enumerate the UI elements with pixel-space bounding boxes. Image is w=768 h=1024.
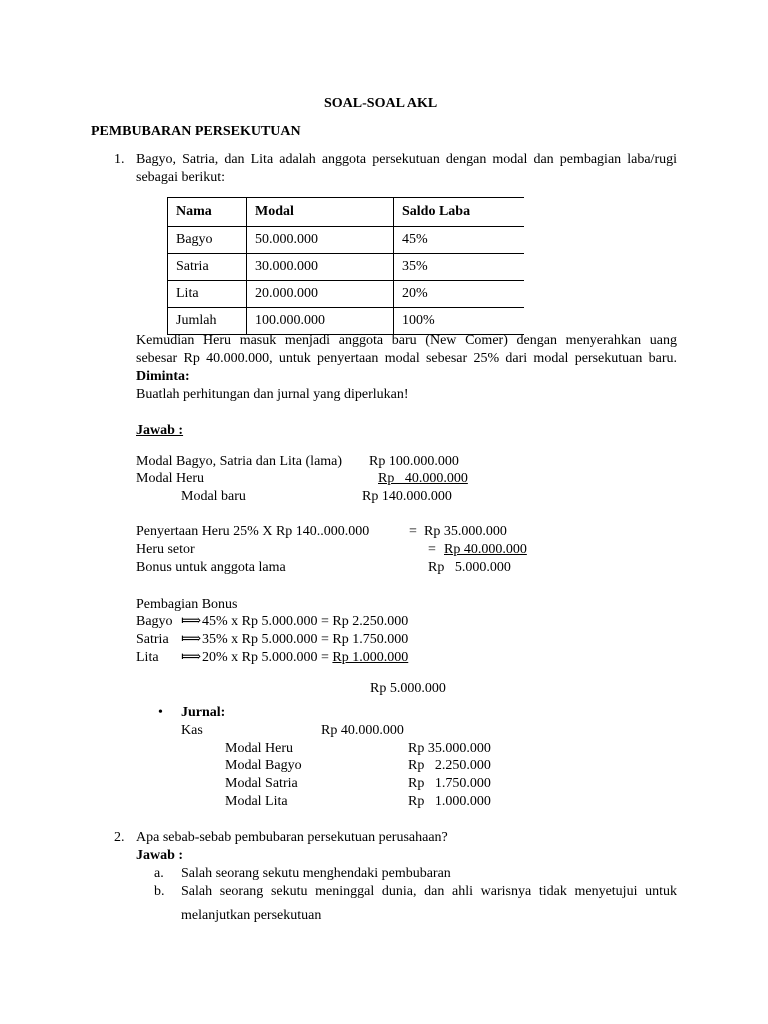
jurnal-debit-value: Rp 40.000.000 bbox=[321, 723, 404, 738]
jurnal-debit-account: Kas bbox=[181, 723, 203, 738]
calc1-label-2: Modal Heru bbox=[136, 471, 205, 486]
bonus-calc-main: 20% x Rp 5.000.000 = bbox=[202, 650, 333, 665]
table-cell: 20.000.000 bbox=[247, 281, 394, 308]
maps-to-arrow-icon: ⟾ bbox=[181, 614, 202, 629]
section-heading: PEMBUBARAN PERSEKUTUAN bbox=[91, 124, 301, 139]
list-item: Salah seorang sekutu meninggal dunia, dan ahli warisnya tidak menyetujui untuk bbox=[181, 884, 677, 899]
bonus-calc-main: 35% x Rp 5.000.000 = bbox=[202, 632, 333, 647]
question-2-number: 2. bbox=[114, 830, 125, 845]
question-2-text: Apa sebab-sebab pembubaran persekutuan perusahaan? bbox=[136, 830, 448, 845]
bonus-name: Lita bbox=[136, 650, 159, 665]
bonus-value: Rp 1.750.000 bbox=[332, 632, 409, 647]
calc1-value-3: Rp 140.000.000 bbox=[362, 489, 452, 504]
jurnal-credit-value: Rp 1.000.000 bbox=[408, 794, 491, 809]
bonus-name: Bagyo bbox=[136, 614, 173, 629]
bonus-calc bbox=[202, 631, 408, 649]
table-cell: Bagyo bbox=[168, 227, 247, 254]
table-cell: 100% bbox=[394, 308, 525, 335]
table-cell: 35% bbox=[394, 254, 525, 281]
diminta-label: Diminta: bbox=[136, 369, 190, 384]
list-marker: a. bbox=[154, 866, 164, 881]
bonus-value: Rp 1.000.000 bbox=[332, 650, 409, 665]
calc1-value-2: Rp 40.000.000 bbox=[378, 471, 468, 486]
table-cell: Lita bbox=[168, 281, 247, 308]
table-cell: Satria bbox=[168, 254, 247, 281]
table-cell: 100.000.000 bbox=[247, 308, 394, 335]
calc2-label-1: Penyertaan Heru 25% X Rp 140..000.000 bbox=[136, 524, 370, 539]
jurnal-credit-value: Rp 1.750.000 bbox=[408, 776, 491, 791]
calc2-label-2: Heru setor bbox=[136, 542, 195, 557]
list-item: Salah seorang sekutu menghendaki pembubaran bbox=[181, 866, 451, 881]
calc2-value-1: Rp 35.000.000 bbox=[424, 524, 507, 539]
table-row bbox=[168, 308, 525, 335]
table-header-cell: Modal bbox=[247, 198, 394, 227]
table-cell: 45% bbox=[394, 227, 525, 254]
capital-table bbox=[167, 197, 524, 335]
bonus-calc bbox=[202, 613, 408, 631]
table-header-row bbox=[168, 198, 525, 227]
calc2-value-2: Rp 40.000.000 bbox=[444, 542, 527, 557]
table-header-cell: Nama bbox=[168, 198, 247, 227]
jurnal-credit-account: Modal Satria bbox=[225, 776, 298, 791]
maps-to-arrow-icon: ⟾ bbox=[181, 632, 202, 647]
calc1-value-1: Rp 100.000.000 bbox=[369, 454, 459, 469]
question-1-text-line1: Bagyo, Satria, dan Lita adalah anggota persekutuan dengan modal dan pembagian laba/rugi bbox=[136, 152, 677, 167]
bullet-icon: • bbox=[158, 705, 163, 720]
table-cell: 50.000.000 bbox=[247, 227, 394, 254]
jurnal-credit-account: Modal Bagyo bbox=[225, 758, 302, 773]
jurnal-label: Jurnal: bbox=[181, 705, 226, 720]
list-item-continuation: melanjutkan persekutuan bbox=[181, 908, 322, 923]
diminta-text: Buatlah perhitungan dan jurnal yang diperlukan! bbox=[136, 387, 409, 402]
question-1-number: 1. bbox=[114, 152, 125, 167]
bonus-value: Rp 2.250.000 bbox=[332, 614, 409, 629]
calc1-label-1: Modal Bagyo, Satria dan Lita (lama) bbox=[136, 454, 343, 469]
list-marker: b. bbox=[154, 884, 165, 899]
table-cell: 20% bbox=[394, 281, 525, 308]
table-row bbox=[168, 281, 525, 308]
page-title: SOAL-SOAL AKL bbox=[324, 96, 438, 111]
table-header-cell: Saldo Laba bbox=[394, 198, 525, 227]
table-row bbox=[168, 254, 525, 281]
bonus-total: Rp 5.000.000 bbox=[370, 681, 446, 696]
bonus-calc bbox=[202, 649, 408, 667]
jurnal-credit-account: Modal Heru bbox=[225, 741, 294, 756]
question-1-text-line2: sebagai berikut: bbox=[136, 170, 226, 185]
table-row bbox=[168, 227, 525, 254]
paragraph-line2: sebesar Rp 40.000.000, untuk penyertaan modal sebesar 25% dari modal persekutuan baru. bbox=[136, 351, 677, 366]
jawab-label: Jawab : bbox=[136, 423, 184, 438]
maps-to-arrow-icon: ⟾ bbox=[181, 650, 202, 665]
jurnal-credit-account: Modal Lita bbox=[225, 794, 288, 809]
calc2-eq-2: = bbox=[428, 542, 436, 557]
bonus-name: Satria bbox=[136, 632, 169, 647]
table-cell: 30.000.000 bbox=[247, 254, 394, 281]
bonus-title: Pembagian Bonus bbox=[136, 597, 238, 612]
calc2-value-3: Rp 5.000.000 bbox=[428, 560, 511, 575]
table-cell: Jumlah bbox=[168, 308, 247, 335]
jurnal-credit-value: Rp 35.000.000 bbox=[408, 741, 491, 756]
paragraph-line1: Kemudian Heru masuk menjadi anggota baru (New Comer) dengan menyerahkan uang bbox=[136, 333, 677, 348]
bonus-calc-main: 45% x Rp 5.000.000 = bbox=[202, 614, 333, 629]
calc2-eq-1: = bbox=[409, 524, 417, 539]
jawab-label-2: Jawab : bbox=[136, 848, 184, 863]
jurnal-credit-value: Rp 2.250.000 bbox=[408, 758, 491, 773]
calc1-label-3: Modal baru bbox=[181, 489, 246, 504]
calc2-label-3: Bonus untuk anggota lama bbox=[136, 560, 286, 575]
